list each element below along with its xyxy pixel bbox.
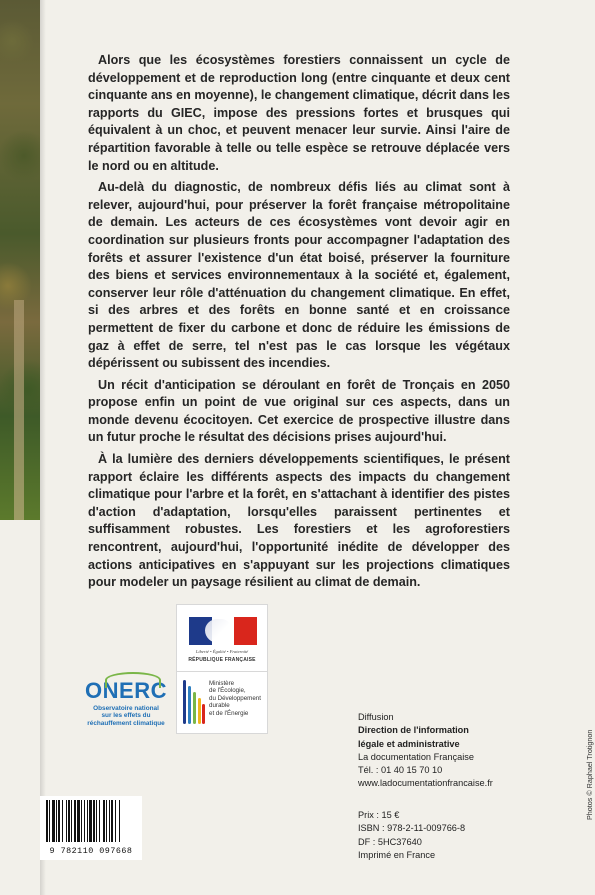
onerc-arc-icon <box>105 672 161 688</box>
price: Prix : 15 € <box>358 810 400 820</box>
barcode-bar <box>115 800 116 842</box>
df-code: DF : 5HC37640 <box>358 836 422 847</box>
barcode-bar <box>96 800 97 842</box>
marianne-logo <box>176 604 268 672</box>
diffusion-label: Diffusion <box>358 712 394 722</box>
barcode-bar <box>52 800 55 842</box>
barcode-bar <box>93 800 95 842</box>
publisher-line-1: Direction de l'information <box>358 725 469 736</box>
barcode-bar <box>56 800 57 842</box>
barcode-bar <box>46 800 48 842</box>
republic-motto: Liberté • Égalité • Fraternité <box>195 649 249 654</box>
paragraph-4: À la lumière des derniers développements scientifiques, le présent rapport éclaire les différents aspects des impacts du changement climatique pour l'arbre et la forêt, en s'attachant à identifier des pistes d'action d'adaptation, lorsqu'elles paraissent pertinentes et suffisamment robustes. Les forestiers et les agroforestiers rencontrent, aujourd'hui, l'opportunité inédite de développer des actions anticipatives en s'appuyant sur les projections climatiques pour modeler un paysage résilient au climat de demain. <box>88 452 510 590</box>
barcode-bar <box>89 800 92 842</box>
forest-photo-strip <box>0 0 40 520</box>
barcode-bar <box>74 800 76 842</box>
ministry-logo <box>176 672 268 734</box>
onerc-wordmark: ONERC <box>85 678 167 703</box>
onerc-logo <box>80 678 172 727</box>
barcode-bar <box>77 800 80 842</box>
barcode-bar <box>84 800 85 842</box>
ministry-line: du Développement <box>209 694 261 702</box>
paragraph-2: Au-delà du diagnostic, de nombreux défis liés au climat sont à relever, aujourd'hui, pour préserver la forêt française métropolitaine de demain. Les acteurs de ces écosystèmes vont devoir agir en coordination sur plusieurs fronts pour accompagner l'adaptation des forêts et assurer l'existence d'un état boisé, préserver la fourniture des biens et services environnementaux à la société et, également, conserver leur rôle d'atténuation du changement climatique. En effet, si des arbres et des forêts en bonne santé et en croissance permettent de fixer du carbone et donc de réduire les émissions de gaz à effet de serre, tel n'est pas le cas lorsque les végétaux dépérissent ou subissent des incendies. <box>88 180 510 371</box>
publisher-phone: Tél. : 01 40 15 70 10 <box>358 765 443 776</box>
product-info <box>358 809 465 862</box>
barcode-bar <box>66 800 67 842</box>
barcode-digits: 9 782110 097668 <box>49 846 133 856</box>
printed-in: Imprimé en France <box>358 849 436 860</box>
summary-text <box>88 52 510 596</box>
barcode-bar <box>103 800 105 842</box>
spine-shadow <box>40 0 46 895</box>
onerc-subtitle-line: sur les effets du <box>101 712 151 720</box>
diffusion-block <box>358 711 493 791</box>
barcode-bar <box>49 800 50 842</box>
publisher-line-2: légale et administrative <box>358 738 460 749</box>
isbn: ISBN : 978-2-11-009766-8 <box>358 823 466 834</box>
ministry-line: Ministère <box>209 680 235 687</box>
publisher-org: La documentation Française <box>358 751 474 762</box>
onerc-subtitle-line: réchauffement climatique <box>87 719 165 727</box>
barcode-bar <box>62 800 63 842</box>
barcode-bar <box>68 800 70 842</box>
ministry-name <box>209 680 261 717</box>
ministry-line: et de l'Énergie <box>209 709 249 717</box>
barcode-bar <box>106 800 107 842</box>
onerc-subtitle <box>80 705 172 727</box>
republic-name: RÉPUBLIQUE FRANÇAISE <box>188 657 256 663</box>
paragraph-1: Alors que les écosystèmes forestiers connaissent un cycle de développement et de reproduction long (entre cinquante et deux cent cinquante ans en moyenne), le changement climatique, décrit dans les rapports du GIEC, impose des pressions fortes et brusques qui équivalent à un choc, et peuvent menacer leur survie. Ainsi l'aire de répartition favorable à telle ou telle espèce se retrouve déplacée vers le nord ou en altitude. <box>88 53 511 173</box>
barcode-bar <box>99 800 100 842</box>
photo-credit: Photos © Raphael Trotignon <box>585 729 594 820</box>
barcode-bar <box>111 800 113 842</box>
isbn-barcode <box>40 796 142 860</box>
onerc-subtitle-line: Observatoire national <box>93 705 159 712</box>
marianne-profile-icon <box>205 619 231 643</box>
barcode-bar <box>81 800 82 842</box>
barcode-bar <box>119 800 120 842</box>
ministry-stripes-icon <box>183 680 205 726</box>
barcode-icon <box>46 800 136 846</box>
barcode-bar <box>71 800 72 842</box>
barcode-bar <box>109 800 110 842</box>
publisher-website: www.ladocumentationfrancaise.fr <box>358 778 493 789</box>
ministry-line: de l'Écologie, <box>209 687 246 695</box>
ministry-line: durable <box>209 702 230 710</box>
barcode-bar <box>87 800 88 842</box>
barcode-bar <box>58 800 60 842</box>
paragraph-3: Un récit d'anticipation se déroulant en forêt de Tronçais en 2050 propose enfin un point de vue original sur ces aspects, dans un monde devenu écocitoyen. Cet exercice de prospective illustre dans un futur proche le résultat des décisions prises aujourd'hui. <box>88 377 510 445</box>
